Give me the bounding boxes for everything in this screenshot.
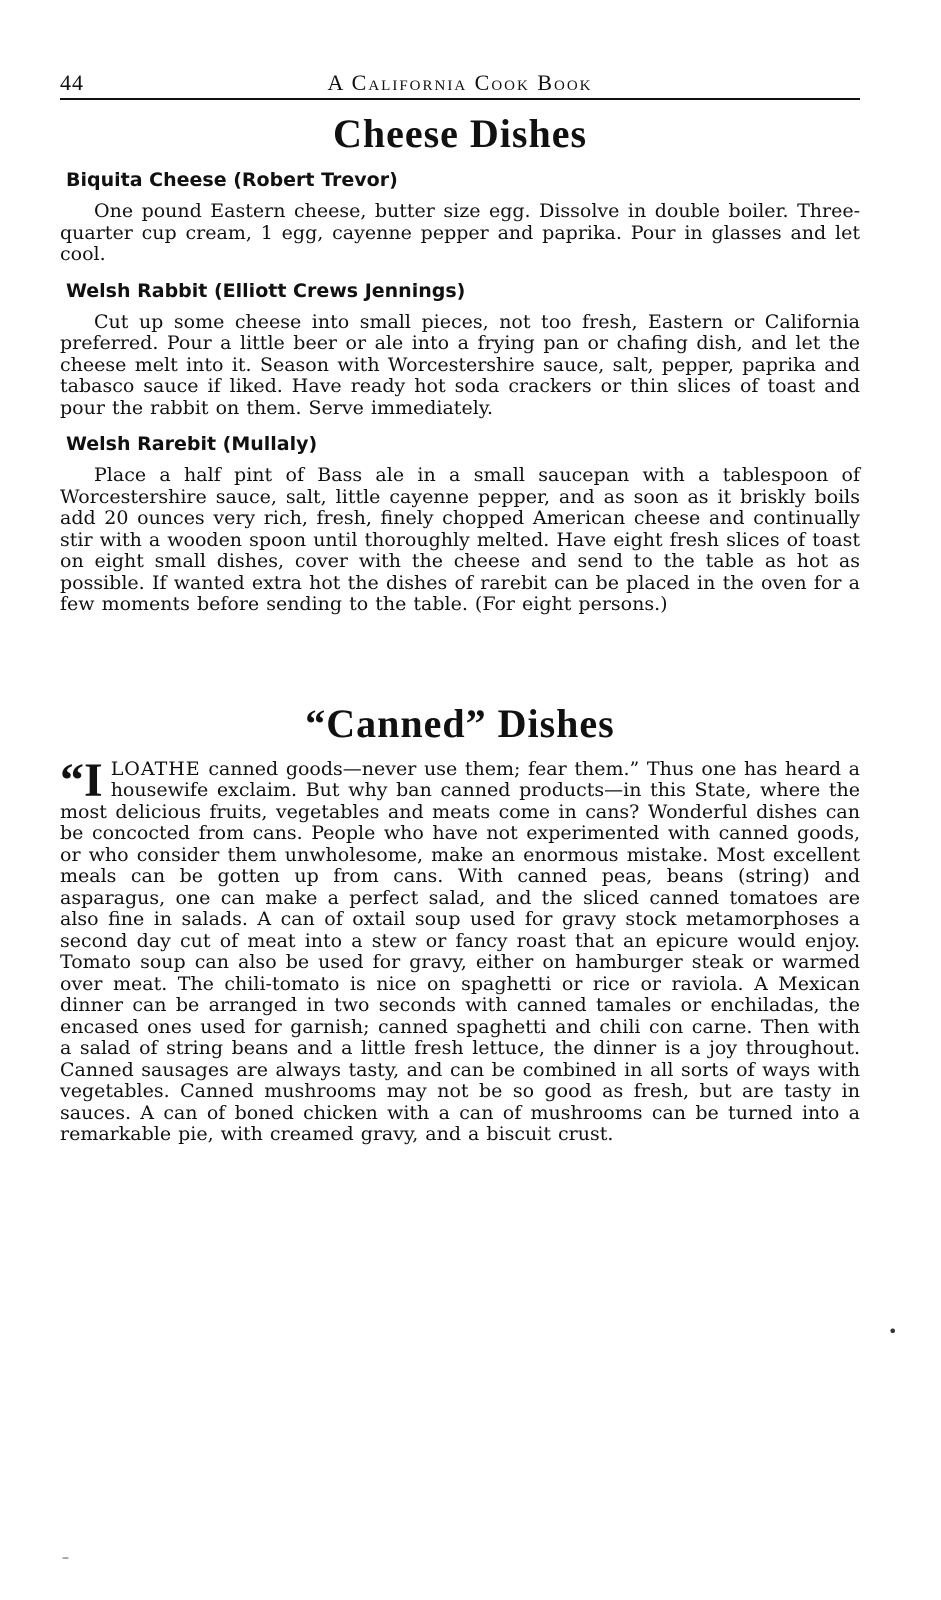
recipe-heading: Welsh Rabbit (Elliott Crews Jennings) (66, 279, 466, 302)
canned-dishes-text: canned goods—never use them; fear them.” Thus one has heard a housewife exclaim. But why ban canned products—in this State, where the most delicious fruits, vegetables and meats come in cans? Wonderful dishes can be concocted from cans. People who have not experimented with canned goods, or who consider them unwholesome, make an enormous mistake. Most excellent meals can be gotten up from cans. With canned peas, beans (string) and asparagus, one can make a perfect salad, and the sliced canned tomatoes are also fine in salads. A can of oxtail soup used for gravy stock metamorphoses a second day cut of meat into a stew or fancy roast that an epicure would enjoy. Tomato soup can also be used for gravy, either on hamburger steak or warmed over meat. The chili-tomato is nice on spaghetti or rice or raviola. A Mexican dinner can be arranged in two seconds with canned tamales or enchiladas, the encased ones used for garnish; canned spaghetti and chili con carne. Then with a salad of string beans and a little fresh lettuce, the dinner is a joy throughout. Canned sausages are always tasty, and can be combined in all sorts of ways with vegetables. Canned mushrooms may not be so good as fresh, but are tasty in sauces. A can of boned chicken with a can of mushrooms can be turned into a remarkable pie, with creamed gravy, and a biscuit crust. (60, 757, 860, 1145)
corner-mark: – (62, 1550, 69, 1566)
recipe-heading: Biquita Cheese (Robert Trevor) (66, 169, 398, 191)
cheese-dishes-title: Cheese Dishes (332, 111, 588, 156)
section-spacer (60, 630, 860, 690)
book-page (60, 60, 860, 1146)
margin-mark: • (888, 1322, 898, 1341)
canned-dishes-title: “Canned” Dishes (305, 700, 615, 746)
canned-dishes-body (60, 753, 860, 1146)
lead-caps: LOATHE (110, 757, 201, 780)
drop-cap: “I (60, 753, 103, 807)
recipe-body: Cut up some cheese into small pieces, not too fresh, Eastern or California preferred. Pour a little beer or ale into a frying pan or chafing dish, and let the cheese melt into it. Season with Worcestershire sauce, salt, pepper, paprika and tabasco sauce if liked. Have ready hot soda crackers or thin slices of toast and pour the rabbit on them. Serve immediately. (60, 310, 860, 419)
recipe-body: One pound Eastern cheese, butter size egg. Dissolve in double boiler. Three-quarter cup cream, 1 egg, cayenne pepper and paprika. Pour in glasses and let cool. (60, 200, 860, 265)
running-header (60, 60, 860, 100)
book-title: A California Cook Book (327, 70, 593, 95)
recipe-heading: Welsh Rarebit (Mullaly) (66, 433, 318, 455)
page-number: 44 (60, 70, 84, 95)
recipe-body: Place a half pint of Bass ale in a small saucepan with a tablespoon of Worcestershire sauce, salt, little cayenne pepper, and as soon as it briskly boils add 20 ounces very rich, fresh, finely chopped American cheese and continually stir with a wooden spoon until thoroughly melted. Have eight fresh slices of toast on eight small dishes, cover with the cheese and send to the table as hot as possible. If wanted extra hot the dishes of rarebit can be placed in the oven for a few moments before sending to the table. (For eight persons.) (60, 464, 860, 615)
recipe-biquita-cheese (60, 169, 860, 266)
recipe-welsh-rabbit (60, 280, 860, 420)
recipe-welsh-rarebit (60, 433, 860, 616)
